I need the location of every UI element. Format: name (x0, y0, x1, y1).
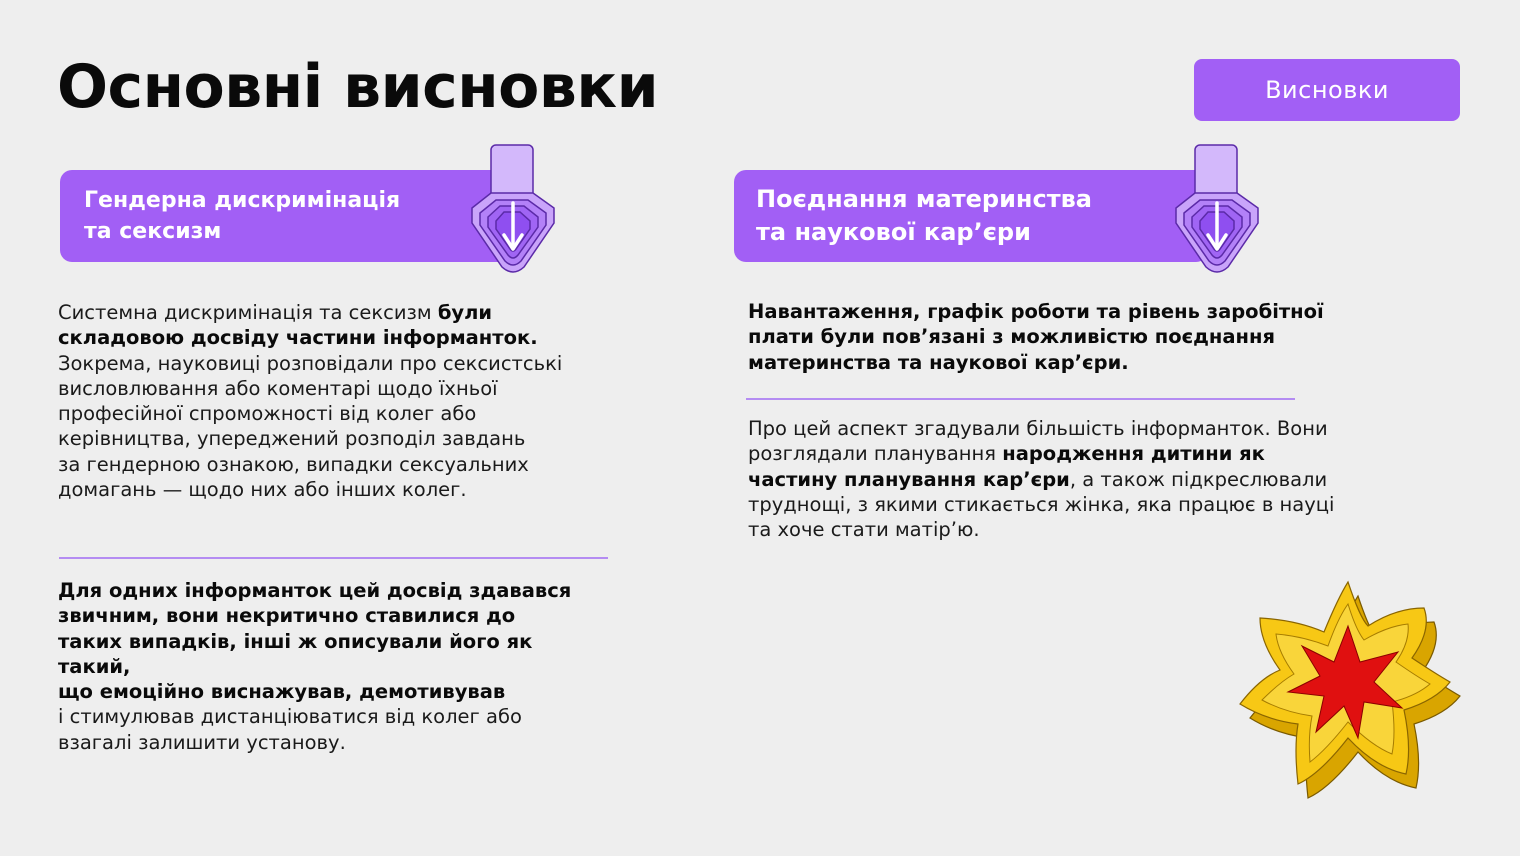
down-arrow-icon (468, 143, 558, 275)
right-paragraph-1: Навантаження, графік роботи та рівень заробітної плати були пов’язані з можливістю поєднання материнства та наукової кар’єри. (748, 300, 1324, 374)
banner-label: Поєднання материнства та наукової кар’єри (756, 185, 1092, 246)
page-title: Основні висновки (57, 52, 659, 122)
left-paragraph-2: Для одних інформанток цей досвід здавався звичним, вони некритично ставилися до таких випадків, інші ж описували його як такий, що емоційно виснажував, демотивував і стимулював дистанціюватися від колег або взагалі залишити установу. (58, 579, 572, 754)
section-tag: Висновки (1194, 59, 1460, 121)
left-paragraph-1: Системна дискримінація та сексизм були складовою досвіду частини інформанток. Зокрема, науковиці розповідали про сексистські висловлювання або коментарі щодо їхньої професійної спроможності від колег або керівництва, упереджений розподіл завдань за гендерною ознакою, випадки сексуальних домагань — щодо них або інших колег. (58, 301, 563, 502)
banner-gender-discrimination (60, 170, 510, 262)
right-paragraph-2: Про цей аспект згадували більшість інформанток. Вони розглядали планування народження дитини як частину планування кар’єри, а також підкреслювали труднощі, з якими стикається жінка, яка працює в науці та хоче стати матір’ю. (748, 417, 1335, 542)
banner-motherhood-career (734, 170, 1208, 262)
divider (59, 557, 608, 559)
down-arrow-icon (1172, 143, 1262, 275)
banner-label: Гендерна дискримінація та сексизм (84, 188, 401, 244)
star-decoration-icon (1236, 578, 1466, 814)
divider (746, 398, 1295, 400)
